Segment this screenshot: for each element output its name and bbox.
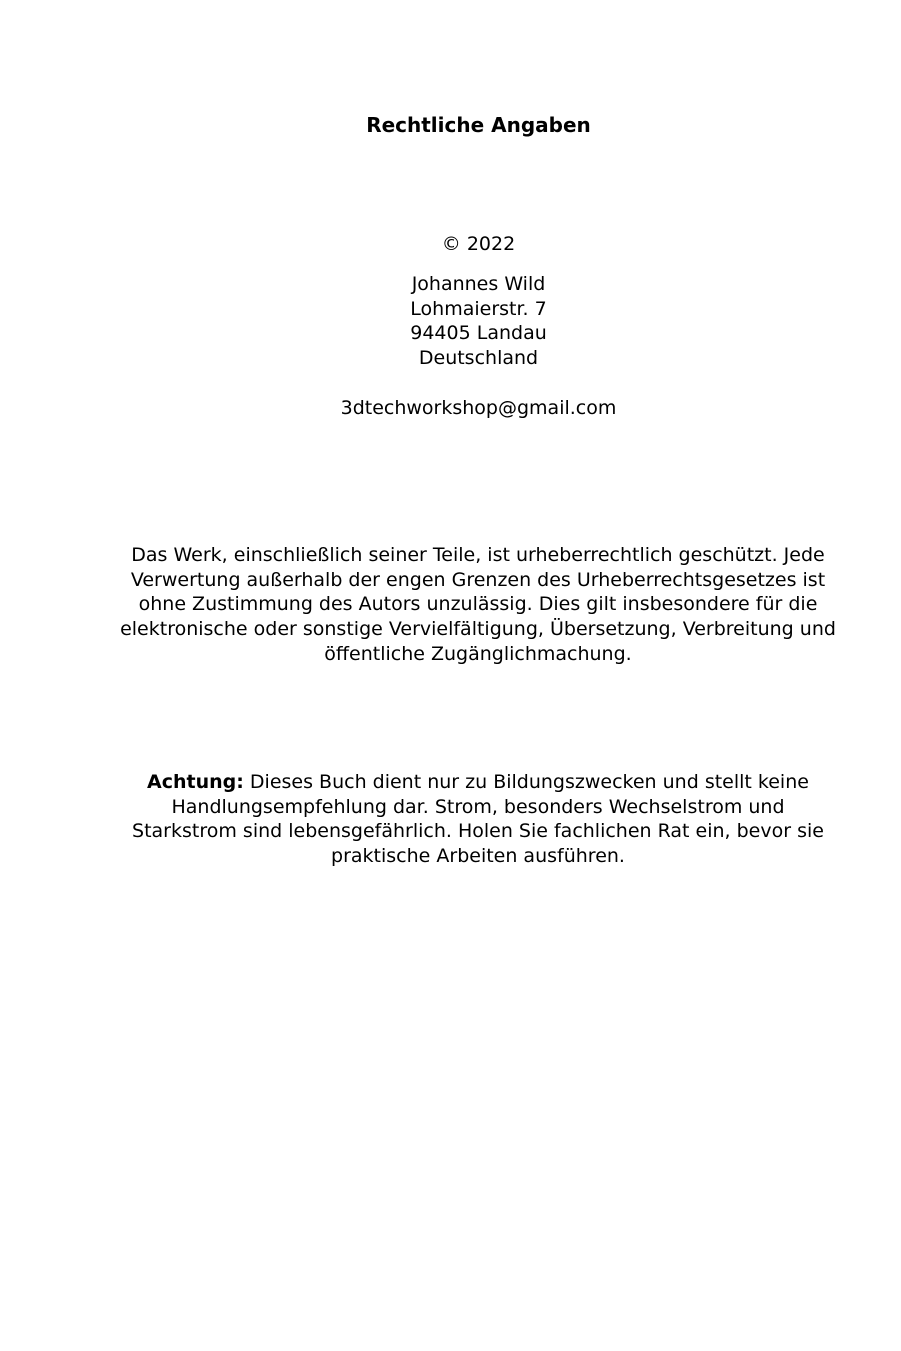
warning-label: Achtung:	[147, 771, 244, 793]
address-city: 94405 Landau	[410, 322, 547, 345]
address-country: Deutschland	[418, 347, 539, 370]
warning-text: Dieses Buch dient nur zu Bildungszwecken und stellt keine Handlungsempfehlung dar. Strom, besonders Wechselstrom und Starkstrom sind lebensgefährlich. Holen Sie fachlichen Rat ein, bevor sie praktische Arbeiten ausführen.	[132, 771, 824, 868]
author-address	[0, 272, 901, 371]
copyright-notice-paragraph: Das Werk, einschließlich seiner Teile, ist urheberrechtlich geschützt. Jede Verwertung außerhalb der engen Grenzen des Urheberrechtsgesetzes ist ohne Zustimmung des Autors unzulässig. Dies gilt insbesondere für die elektronische oder sonstige Vervielfältigung, Übersetzung, Verbreitung und öffentliche Zugänglichmachung.	[120, 544, 836, 665]
safety-warning-paragraph	[120, 770, 836, 869]
author-name: Johannes Wild	[411, 273, 546, 295]
copyright-line: © 2022	[441, 233, 516, 255]
page-title: Rechtliche Angaben	[366, 113, 591, 137]
contact-email: 3dtechworkshop@gmail.com	[340, 397, 617, 419]
address-street: Lohmaierstr. 7	[410, 297, 547, 320]
